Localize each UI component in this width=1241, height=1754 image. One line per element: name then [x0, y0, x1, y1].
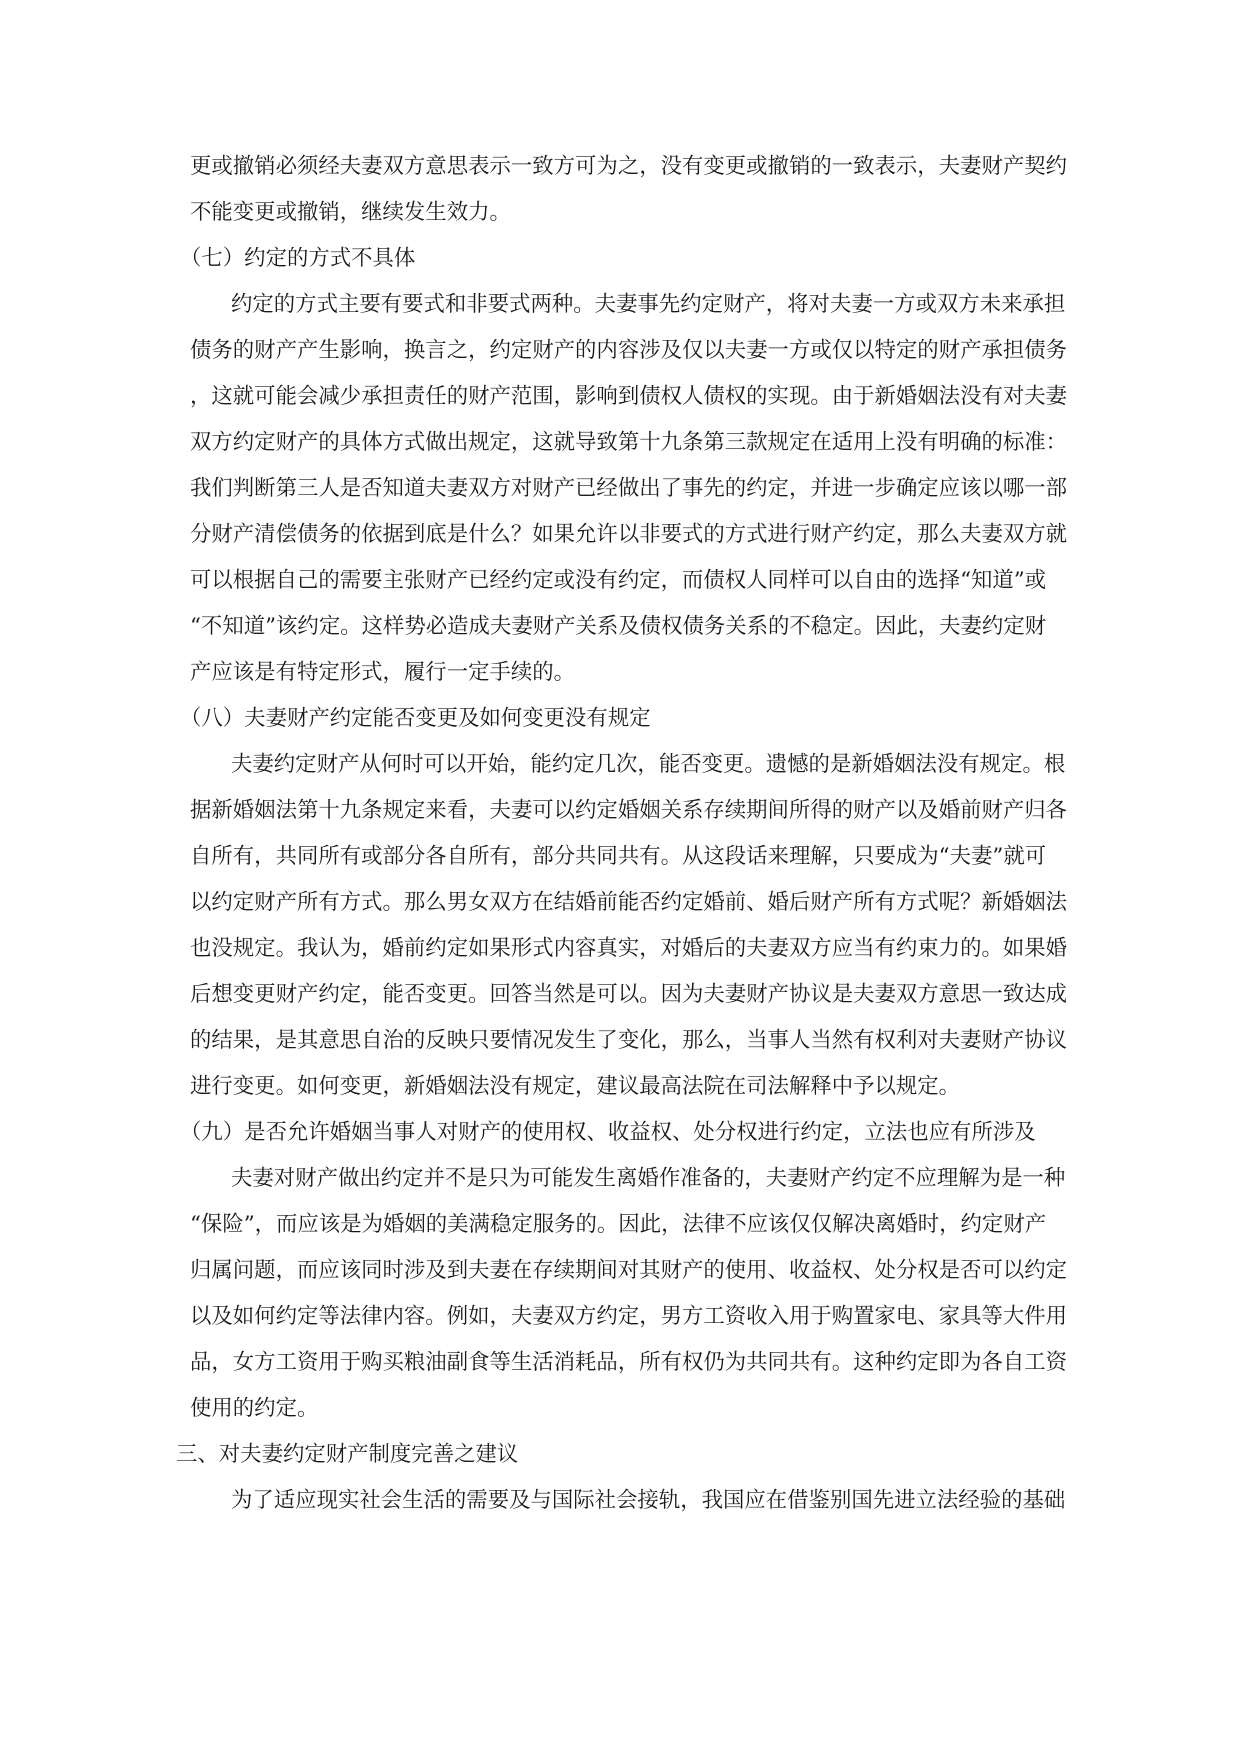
paragraph-line: 归属问题，而应该同时涉及到夫妻在存续期间对其财产的使用、收益权、处分权是否可以约定 [190, 1258, 1068, 1283]
paragraph-line: 不能变更或撤销，继续发生效力。 [190, 200, 511, 225]
paragraph-line: ，这就可能会减少承担责任的财产范围，影响到债权人债权的实现。由于新婚姻法没有对夫妻 [190, 384, 1068, 409]
paragraph-line: 更或撤销必须经夫妻双方意思表示一致方可为之，没有变更或撤销的一致表示，夫妻财产契约 [190, 154, 1068, 179]
paragraph-line: 约定的方式主要有要式和非要式两种。夫妻事先约定财产，将对夫妻一方或双方未来承担 [231, 292, 1066, 317]
paragraph-line: “保险”，而应该是为婚姻的美满稳定服务的。因此，法律不应该仅仅解决离婚时，约定财产 [190, 1212, 1047, 1237]
section-heading: （八）夫妻财产约定能否变更及如何变更没有规定 [180, 706, 651, 731]
paragraph-line: 我们判断第三人是否知道夫妻双方对财产已经做出了事先的约定，并进一步确定应该以哪一部 [190, 476, 1068, 501]
paragraph-line: 夫妻约定财产从何时可以开始，能约定几次，能否变更。遗憾的是新婚姻法没有规定。根 [231, 752, 1066, 777]
paragraph-line: 也没规定。我认为，婚前约定如果形式内容真实，对婚后的夫妻双方应当有约束力的。如果婚 [190, 936, 1068, 961]
paragraph-line: 自所有，共同所有或部分各自所有，部分共同共有。从这段话来理解，只要成为“夫妻”就可 [190, 844, 1047, 869]
paragraph-line: 使用的约定。 [190, 1396, 319, 1421]
paragraph-line: “不知道”该约定。这样势必造成夫妻财产关系及债权债务关系的不稳定。因此，夫妻约定财 [190, 614, 1047, 639]
paragraph-line: 产应该是有特定形式，履行一定手续的。 [190, 660, 576, 685]
paragraph-line: 品，女方工资用于购买粮油副食等生活消耗品，所有权仍为共同共有。这种约定即为各自工资 [190, 1350, 1068, 1375]
paragraph-line: 后想变更财产约定，能否变更。回答当然是可以。因为夫妻财产协议是夫妻双方意思一致达成 [190, 982, 1068, 1007]
paragraph-line: 以约定财产所有方式。那么男女双方在结婚前能否约定婚前、婚后财产所有方式呢？新婚姻法 [190, 890, 1068, 915]
paragraph-line: 夫妻对财产做出约定并不是只为可能发生离婚作准备的，夫妻财产约定不应理解为是一种 [231, 1166, 1066, 1191]
chapter-heading: 三、对夫妻约定财产制度完善之建议 [176, 1442, 519, 1467]
paragraph-line: 以及如何约定等法律内容。例如，夫妻双方约定，男方工资收入用于购置家电、家具等大件用 [190, 1304, 1068, 1329]
paragraph-line: 双方约定财产的具体方式做出规定，这就导致第十九条第三款规定在适用上没有明确的标准： [190, 430, 1068, 455]
paragraph-line: 的结果，是其意思自治的反映只要情况发生了变化，那么，当事人当然有权利对夫妻财产协议 [190, 1028, 1068, 1053]
section-heading: （九）是否允许婚姻当事人对财产的使用权、收益权、处分权进行约定，立法也应有所涉及 [180, 1120, 1036, 1145]
paragraph-line: 可以根据自己的需要主张财产已经约定或没有约定，而债权人同样可以自由的选择“知道”或 [190, 568, 1047, 593]
paragraph-line: 进行变更。如何变更，新婚姻法没有规定，建议最高法院在司法解释中予以规定。 [190, 1074, 961, 1099]
paragraph-line: 据新婚姻法第十九条规定来看，夫妻可以约定婚姻关系存续期间所得的财产以及婚前财产归各 [190, 798, 1068, 823]
paragraph-line: 债务的财产产生影响，换言之，约定财产的内容涉及仅以夫妻一方或仅以特定的财产承担债务 [190, 338, 1068, 363]
paragraph-line: 分财产清偿债务的依据到底是什么？如果允许以非要式的方式进行财产约定，那么夫妻双方就 [190, 522, 1068, 547]
paragraph-line: 为了适应现实社会生活的需要及与国际社会接轨，我国应在借鉴别国先进立法经验的基础 [231, 1488, 1066, 1513]
section-heading: （七）约定的方式不具体 [180, 246, 416, 271]
